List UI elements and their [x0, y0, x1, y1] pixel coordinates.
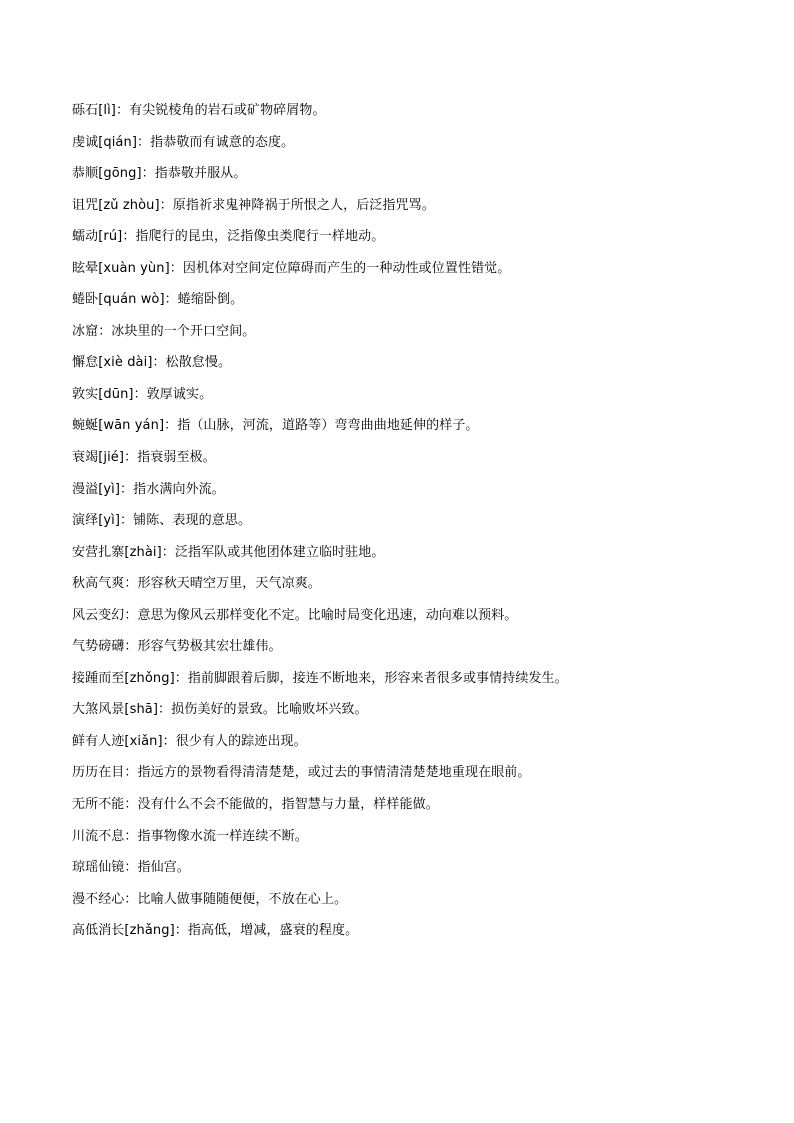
- vocabulary-entry: 敦实[dūn]：敦厚诚实。: [72, 386, 213, 402]
- vocabulary-entry: 砾石[lì]：有尖锐棱角的岩石或矿物碎屑物。: [72, 103, 326, 118]
- vocabulary-entry: 大煞风景[shā]：损伤美好的景致。比喻败坏兴致。: [72, 702, 368, 718]
- vocabulary-entry: 气势磅礴：形容气势极其宏壮雄伟。: [72, 639, 282, 655]
- vocabulary-entry: 恭顺[gōng]：指恭敬并服从。: [72, 166, 247, 182]
- vocabulary-list: [72, 101, 752, 953]
- vocabulary-entry: 安营扎寨[zhài]：泛指军队或其他团体建立临时驻地。: [72, 544, 385, 560]
- vocabulary-entry: 蠕动[rú]：指爬行的昆虫，泛指像虫类爬行一样地动。: [72, 229, 385, 245]
- vocabulary-entry: 懈怠[xiè dài]：松散怠慢。: [72, 355, 232, 371]
- vocabulary-entry: 漫不经心：比喻人做事随随便便，不放在心上。: [72, 891, 348, 907]
- vocabulary-entry: 接踵而至[zhǒng]：指前脚跟着后脚，接连不断地来，形容来者很多或事情持续发生。: [72, 670, 568, 686]
- vocabulary-entry: 琼瑶仙镜：指仙宫。: [72, 860, 190, 876]
- vocabulary-entry: 演绎[yì]：铺陈、表现的意思。: [72, 513, 252, 529]
- vocabulary-entry: 秋高气爽：形容秋天晴空万里，天气凉爽。: [72, 576, 321, 592]
- vocabulary-entry: 虔诚[qián]：指恭敬而有诚意的态度。: [72, 134, 295, 150]
- vocabulary-entry: 冰窟：冰块里的一个开口空间。: [72, 323, 256, 339]
- vocabulary-entry: 蜿蜒[wān yán]：指（山脉，河流，道路等）弯弯曲曲地延伸的样子。: [72, 418, 479, 434]
- vocabulary-entry: 眩晕[xuàn yùn]：因机体对空间定位障碍而产生的一种动性或位置性错觉。: [72, 260, 511, 276]
- vocabulary-entry: 鲜有人迹[xiǎn]：很少有人的踪迹出现。: [72, 733, 307, 749]
- vocabulary-entry: 无所不能：没有什么不会不能做的，指智慧与力量，样样能做。: [72, 797, 439, 813]
- vocabulary-entry: 风云变幻：意思为像风云那样变化不定。比喻时局变化迅速，动向难以预料。: [72, 607, 518, 623]
- vocabulary-entry: 衰竭[jié]：指衰弱至极。: [72, 450, 216, 466]
- vocabulary-entry: 漫溢[yì]：指水满向外流。: [72, 481, 225, 497]
- vocabulary-entry: 历历在目：指远方的景物看得清清楚楚，或过去的事情清清楚楚地重现在眼前。: [72, 765, 531, 781]
- vocabulary-entry: 诅咒[zǔ zhòu]：原指祈求鬼神降祸于所恨之人，后泛指咒骂。: [72, 197, 435, 213]
- vocabulary-entry: 蜷卧[quán wò]：蜷缩卧倒。: [72, 292, 244, 308]
- vocabulary-entry: 高低消长[zhǎng]：指高低，增减，盛衰的程度。: [72, 923, 359, 939]
- vocabulary-entry: 川流不息：指事物像水流一样连续不断。: [72, 828, 308, 844]
